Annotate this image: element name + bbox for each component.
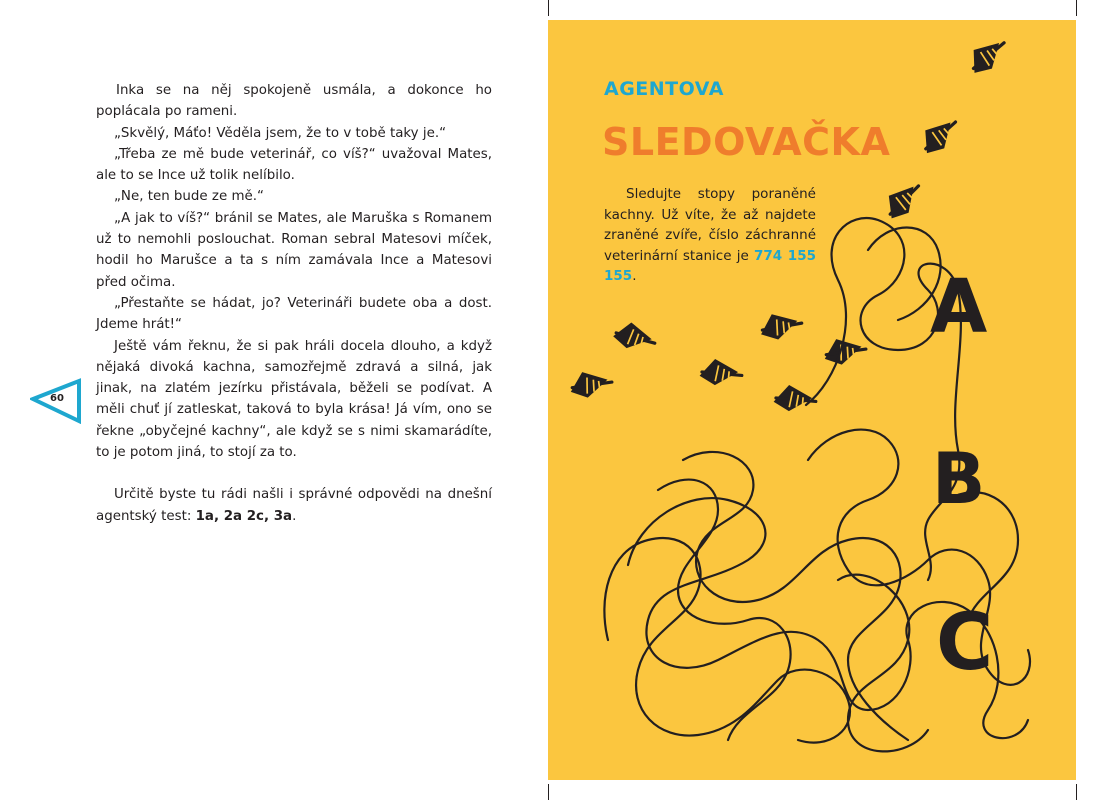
activity-panel <box>548 20 1076 780</box>
vet-phone-number: 774 155 155 <box>604 247 816 284</box>
paragraph: „A jak to víš?“ bránil se Mates, ale Maruška s Romanem už to nemohli poslouchat. Roman sebral Matesovi míček, hodil ho Marušce a ta s ním zamávala Ince a Matesovi před očima. <box>96 210 492 290</box>
paragraph: „Přestaňte se hádat, jo? Veterináři budete oba a dost. Jdeme hrát!“ <box>96 295 492 333</box>
page-number: 60 <box>50 393 64 404</box>
crop-mark <box>1076 784 1077 800</box>
paragraph: „Třeba ze mě bude veterinář, co víš?“ uvažoval Mates, ale to se Ince už tolik nelíbilo. <box>96 146 492 184</box>
duck-silhouette-icon <box>699 358 743 388</box>
duck-silhouette-icon <box>915 112 964 159</box>
paragraph: Inka se na něj spokojeně usmála, a dokonce ho poplácala po rameni. <box>96 83 492 120</box>
paragraph: „Ne, ten bude ze mě.“ <box>114 189 264 205</box>
duck-silhouette-icon <box>773 384 817 414</box>
instruction-end: . <box>632 268 637 284</box>
duck-silhouette-icon <box>879 176 927 224</box>
option-a: A <box>930 264 988 350</box>
duck-silhouette-icon <box>963 32 1012 79</box>
duck-maze-illustration <box>548 20 1076 780</box>
crop-mark <box>548 784 549 800</box>
story-text <box>96 80 492 527</box>
duck-silhouette-icon <box>611 319 658 355</box>
activity-title: SLEDOVAČKA <box>602 120 891 164</box>
paragraph: „Skvělý, Máťo! Věděla jsem, že to v tobě taky je.“ <box>114 125 447 141</box>
duck-silhouette-icon <box>758 309 804 342</box>
answers-end: . <box>292 508 297 524</box>
answers-intro: Určitě byste tu rádi našli i správné odpovědi na dnešní agentský test: <box>96 487 492 524</box>
section-kicker: AGENTOVA <box>604 78 724 100</box>
answers-paragraph <box>96 484 492 527</box>
duck-silhouette-icon <box>568 368 613 400</box>
paragraph: Ještě vám řeknu, že si pak hráli docela dlouho, a když nějaká divoká kachna, samozřejmě zdravá a silná, jak jinak, na zlatém jezírku přistávala, běželi se podívat. A měli chuť jí zatleskat, taková to byla krása! Já vím, ono se řekne „obyčejné kachny“, ale když se s nimi skamarádíte, to je potom jiná, to stojí za to. <box>96 338 492 461</box>
instruction-text: Sledujte stopy poraněné kachny. Už víte, že až najdete zraněné zvíře, číslo záchranné veterinární stanice je <box>604 186 816 264</box>
option-c: C <box>936 598 994 688</box>
duck-silhouette-icon <box>822 335 867 367</box>
crop-mark <box>548 0 549 16</box>
crop-mark <box>1076 0 1077 16</box>
answers-key: 1a, 2a 2c, 3a <box>195 508 293 524</box>
option-b: B <box>932 438 986 520</box>
